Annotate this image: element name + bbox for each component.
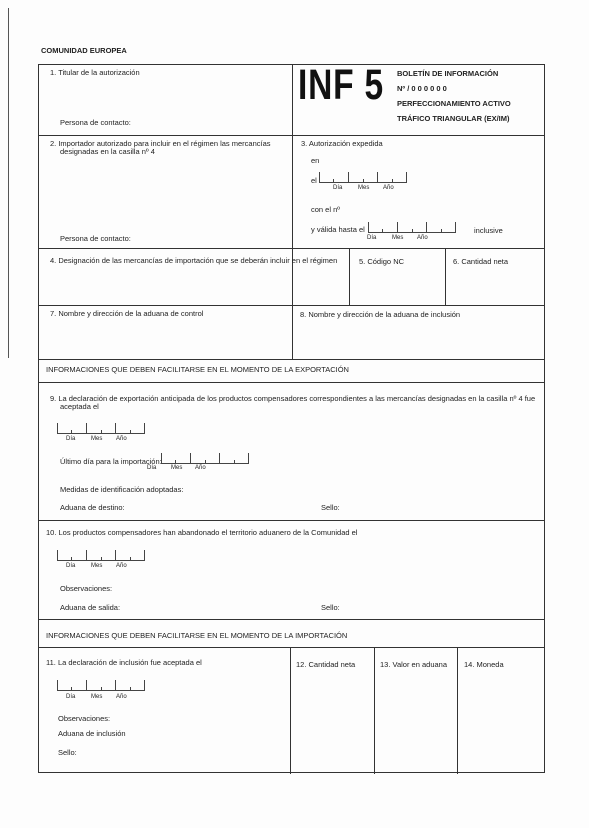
box11-label: 11. La declaración de inclusión fue aceptada el bbox=[46, 658, 202, 667]
box7-label: 7. Nombre y dirección de la aduana de control bbox=[50, 309, 204, 318]
divider-col5 bbox=[349, 248, 350, 305]
box9-accept-date bbox=[57, 420, 145, 434]
box11-accept-date bbox=[57, 677, 145, 691]
box13-label: 13. Valor en aduana bbox=[380, 660, 447, 669]
box10-sello: Sello: bbox=[321, 603, 340, 612]
left-margin-rule bbox=[8, 8, 9, 358]
box10-exit-date bbox=[57, 547, 145, 561]
box10-dia: Día bbox=[66, 563, 76, 569]
divider-col-main bbox=[292, 65, 293, 359]
box3-issue-anio: Año bbox=[383, 185, 394, 191]
box3-valida: y válida hasta el bbox=[311, 225, 365, 234]
box4-label: 4. Designación de las mercancías de importación que se deberán incluir en el régimen bbox=[50, 256, 338, 265]
title-line1: BOLETÍN DE INFORMACIÓN bbox=[397, 69, 499, 78]
box1-contact: Persona de contacto: bbox=[60, 118, 131, 127]
divider-col14 bbox=[457, 647, 458, 774]
box3-valid-anio: Año bbox=[417, 235, 428, 241]
box3-label: 3. Autorización expedida bbox=[301, 139, 383, 148]
box3-en: en bbox=[311, 156, 320, 165]
box9-label-line2: aceptada el bbox=[60, 402, 99, 411]
divider-import-section-top bbox=[39, 619, 544, 620]
form-number: Nº / 0 0 0 0 0 0 bbox=[397, 84, 447, 93]
box9-accept-anio: Año bbox=[116, 436, 127, 442]
box12-label: 12. Cantidad neta bbox=[296, 660, 356, 669]
box3-issue-date bbox=[319, 169, 407, 183]
title-line4: TRÁFICO TRIANGULAR (EX/IM) bbox=[397, 114, 510, 123]
box14-label: 14. Moneda bbox=[464, 660, 504, 669]
box9-last-dia: Día bbox=[147, 465, 157, 471]
box9-sello: Sello: bbox=[321, 503, 340, 512]
box11-aduana: Aduana de inclusión bbox=[58, 729, 126, 738]
box9-label-line1: 9. La declaración de exportación anticipada de los productos compensadores correspondientes a las mercancías designadas en la casilla nº 4 fue bbox=[50, 394, 536, 403]
box3-issue-dia: Día bbox=[333, 185, 343, 191]
box8-label: 8. Nombre y dirección de la aduana de inclusión bbox=[300, 310, 461, 319]
box9-last-mes: Mes bbox=[171, 465, 183, 471]
box5-label: 5. Código NC bbox=[359, 257, 405, 266]
section-import-title: INFORMACIONES QUE DEBEN FACILITARSE EN EL MOMENTO DE LA IMPORTACIÓN bbox=[46, 631, 348, 640]
box3-con: con el nº bbox=[311, 205, 341, 214]
box10-mes: Mes bbox=[91, 563, 103, 569]
box3-issue-mes: Mes bbox=[358, 185, 370, 191]
divider-box10 bbox=[39, 520, 544, 521]
divider-import-section-bottom bbox=[39, 647, 544, 648]
box2-label-line1: 2. Importador autorizado para incluir en el régimen las mercancías bbox=[50, 139, 271, 148]
box6-label: 6. Cantidad neta bbox=[453, 257, 509, 266]
box3-valid-dia: Día bbox=[367, 235, 377, 241]
community-header: COMUNIDAD EUROPEA bbox=[41, 46, 127, 55]
box3-inclusive: inclusive bbox=[474, 226, 503, 235]
title-line3: PERFECCIONAMIENTO ACTIVO bbox=[397, 99, 511, 108]
divider-col13 bbox=[374, 647, 375, 774]
box10-anio: Año bbox=[116, 563, 127, 569]
box11-observaciones: Observaciones: bbox=[58, 714, 111, 723]
box11-dia: Día bbox=[66, 694, 76, 700]
inf5-logo: INF 5 bbox=[298, 61, 384, 109]
box2-label-line2: designadas en la casilla nº 4 bbox=[60, 147, 155, 156]
box9-aduana: Aduana de destino: bbox=[60, 503, 125, 512]
divider-row4 bbox=[39, 359, 544, 360]
divider-export-section bbox=[39, 382, 544, 383]
box9-medidas: Medidas de identificación adoptadas: bbox=[60, 485, 184, 494]
box11-sello: Sello: bbox=[58, 748, 77, 757]
box10-observaciones: Observaciones: bbox=[60, 584, 113, 593]
box2-contact: Persona de contacto: bbox=[60, 234, 131, 243]
box9-last-import-date bbox=[161, 450, 249, 464]
box3-valid-mes: Mes bbox=[392, 235, 404, 241]
box9-accept-mes: Mes bbox=[91, 436, 103, 442]
divider-col6 bbox=[445, 248, 446, 305]
box11-mes: Mes bbox=[91, 694, 103, 700]
box1-label: 1. Titular de la autorización bbox=[50, 68, 140, 77]
box3-valid-date bbox=[368, 219, 456, 233]
box9-accept-dia: Día bbox=[66, 436, 76, 442]
divider-col12 bbox=[290, 647, 291, 774]
section-export-title: INFORMACIONES QUE DEBEN FACILITARSE EN EL MOMENTO DE LA EXPORTACIÓN bbox=[46, 365, 349, 374]
box11-anio: Año bbox=[116, 694, 127, 700]
box10-label: 10. Los productos compensadores han abandonado el territorio aduanero de la Comunidad el bbox=[46, 528, 358, 537]
box10-aduana: Aduana de salida: bbox=[60, 603, 121, 612]
box3-el: el bbox=[311, 176, 317, 185]
box9-ultimo: Último día para la importación: bbox=[60, 457, 162, 466]
box9-last-anio: Año bbox=[195, 465, 206, 471]
